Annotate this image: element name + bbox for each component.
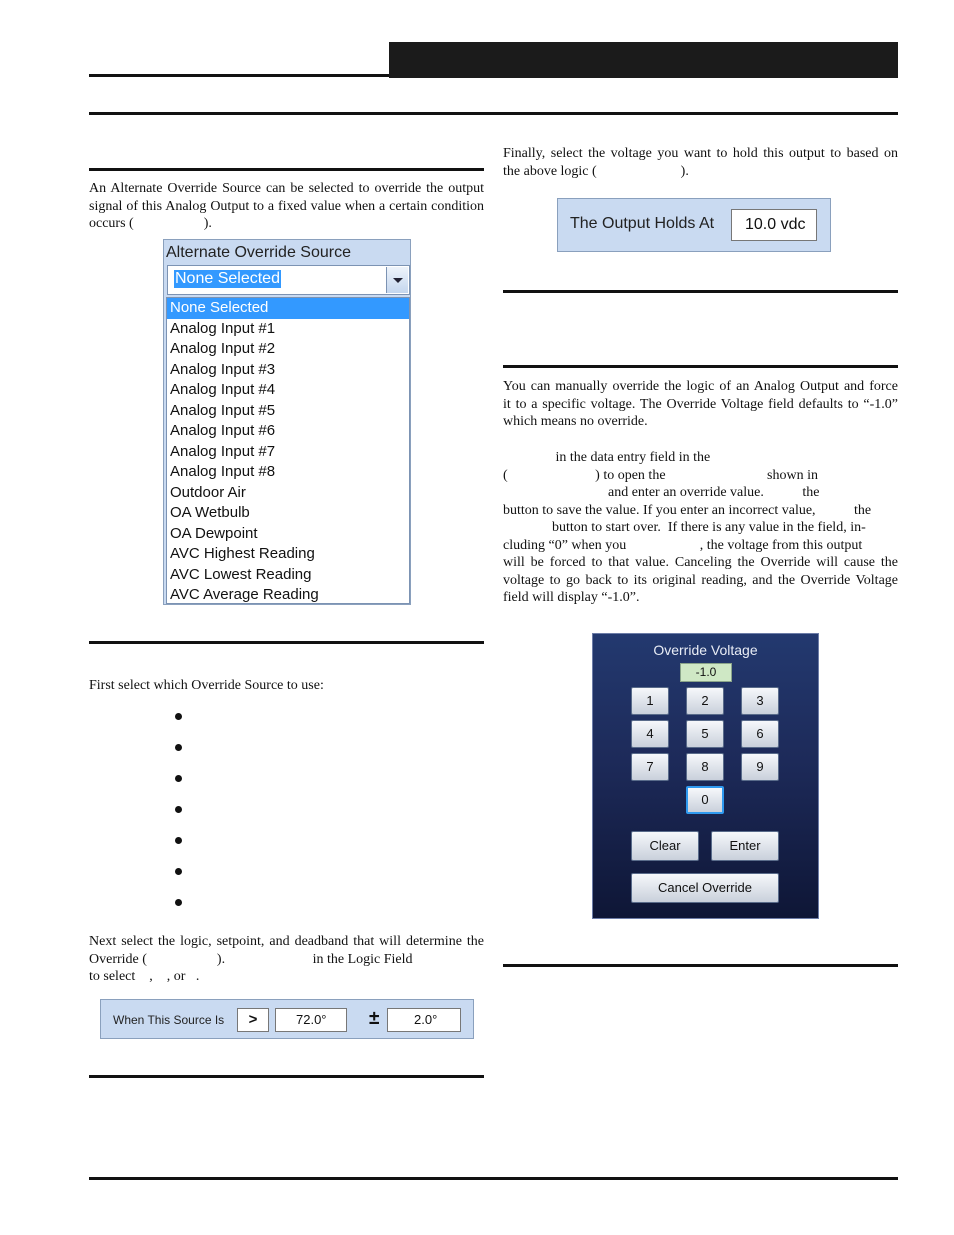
keypad-title: Override Voltage — [653, 642, 758, 658]
section-rule — [89, 1075, 484, 1078]
option-avc-highest[interactable]: AVC Highest Reading — [170, 545, 315, 562]
key-2[interactable]: 2 — [686, 687, 724, 715]
override-logic-widget — [100, 999, 474, 1039]
option-analog-input-2[interactable]: Analog Input #2 — [170, 340, 276, 357]
next-select-text: Next select the logic, setpoint, and deadband that will determine the Override ( ). in the Logic Field to select , , or . — [89, 934, 484, 984]
section-rule — [503, 365, 898, 368]
cancel-override-button[interactable]: Cancel Override — [631, 873, 779, 903]
bullet-6 — [175, 868, 182, 875]
bullet-3 — [175, 775, 182, 782]
plus-minus-icon: ± — [369, 1008, 380, 1029]
option-analog-input-4[interactable]: Analog Input #4 — [170, 381, 276, 398]
key-4[interactable]: 4 — [631, 720, 669, 748]
bullet-1 — [175, 713, 182, 720]
key-0[interactable]: 0 — [686, 786, 724, 814]
header-rule — [89, 112, 898, 115]
option-avc-average[interactable]: AVC Average Reading — [170, 586, 319, 603]
bullet-4 — [175, 806, 182, 813]
option-oa-wetbulb[interactable]: OA Wetbulb — [170, 504, 250, 521]
key-8[interactable]: 8 — [686, 753, 724, 781]
finally-text: Finally, select the voltage you want to hold this output to based on the above logic ( ). — [503, 146, 898, 179]
option-avc-lowest[interactable]: AVC Lowest Reading — [170, 565, 312, 583]
option-analog-input-7[interactable]: Analog Input #7 — [170, 442, 276, 460]
logic-operator-field[interactable]: > — [237, 1008, 269, 1032]
enter-button[interactable]: Enter — [711, 831, 779, 861]
enter-value-text: in the data entry field in the ( ) to open the shown in and enter an override value. the button to save the value. If you enter an incorrect value, the button to start over. If there is any value in the field, in- cluding “0” when you , the voltage from this output will be forced to that value. Canceling the Override will cause the voltage to go back to its original reading, and the Override Voltage field will display “-1.0”. — [503, 450, 898, 605]
footer-rule — [89, 1177, 898, 1180]
option-none-selected[interactable]: None Selected — [167, 298, 409, 319]
output-holds-widget — [557, 198, 831, 252]
option-outdoor-air[interactable]: Outdoor Air — [170, 483, 246, 501]
key-9[interactable]: 9 — [741, 753, 779, 781]
first-select-text: First select which Override Source to use: — [89, 678, 324, 693]
alternate-override-source-widget — [163, 239, 411, 605]
key-1[interactable]: 1 — [631, 687, 669, 715]
alternate-source-intro: An Alternate Override Source can be selected to override the output signal of this Analog Output to a fixed value when a certain condition occurs ( ). — [89, 181, 484, 231]
setpoint-input[interactable]: 72.0° — [275, 1008, 347, 1032]
manual-override-text: You can manually override the logic of an Analog Output and force it to a specific voltage. The Override Voltage field defaults to “-1.0” which means no override. — [503, 379, 898, 429]
override-source-select[interactable] — [167, 265, 410, 295]
logic-label: When This Source Is — [113, 1013, 225, 1027]
override-voltage-display: -1.0 — [680, 663, 732, 682]
bullet-5 — [175, 837, 182, 844]
chevron-down-icon[interactable] — [386, 267, 408, 293]
dropdown-label: Alternate Override Source — [166, 244, 351, 261]
section-rule — [503, 964, 898, 967]
option-analog-input-6[interactable]: Analog Input #6 — [170, 422, 276, 439]
bullet-2 — [175, 744, 182, 751]
key-5[interactable]: 5 — [686, 720, 724, 748]
bullet-7 — [175, 899, 182, 906]
option-analog-input-8[interactable]: Analog Input #8 — [170, 463, 276, 480]
header-bar — [389, 42, 898, 78]
override-source-options — [166, 297, 410, 604]
section-rule — [89, 168, 484, 171]
option-analog-input-5[interactable]: Analog Input #5 — [170, 401, 276, 419]
option-analog-input-1[interactable]: Analog Input #1 — [170, 319, 276, 337]
section-rule — [89, 641, 484, 644]
clear-button[interactable]: Clear — [631, 831, 699, 861]
deadband-input[interactable]: 2.0° — [387, 1008, 461, 1032]
output-holds-label: The Output Holds At — [570, 215, 715, 232]
key-3[interactable]: 3 — [741, 687, 779, 715]
header-left-rule — [89, 74, 389, 77]
override-voltage-keypad — [592, 633, 819, 919]
option-analog-input-3[interactable]: Analog Input #3 — [170, 360, 276, 378]
key-6[interactable]: 6 — [741, 720, 779, 748]
option-oa-dewpoint[interactable]: OA Dewpoint — [170, 524, 258, 542]
output-holds-input[interactable]: 10.0 vdc — [731, 209, 817, 241]
section-rule — [503, 290, 898, 293]
key-7[interactable]: 7 — [631, 753, 669, 781]
selected-value: None Selected — [175, 270, 280, 287]
